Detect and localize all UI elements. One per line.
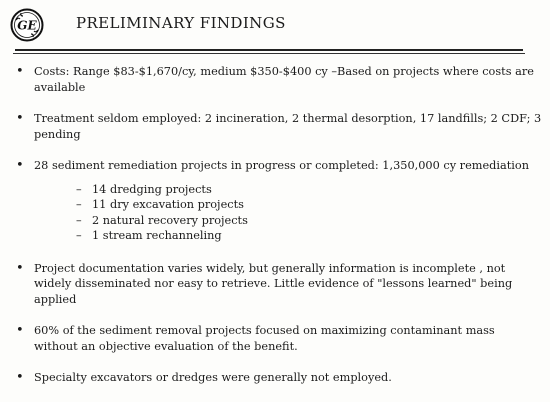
ge-logo-icon xyxy=(10,8,44,42)
list-item xyxy=(16,323,542,354)
bullet-icon: • xyxy=(16,158,24,173)
bullet-icon: • xyxy=(16,111,24,126)
list-item xyxy=(16,111,542,142)
finding-documentation: Project documentation varies widely, but generally information is incomplete , not widely disseminated nor easy to retrieve. Little evidence of "lessons learned" being applied xyxy=(34,261,513,306)
finding-treatment: Treatment seldom employed: 2 incineration, 2 thermal desorption, 17 landfills; 2 CDF; 3 pending xyxy=(34,112,542,141)
list-item xyxy=(16,261,542,308)
list-item xyxy=(16,64,542,95)
sub-item: – 11 dry excavation projects xyxy=(76,197,542,213)
bullet-icon: • xyxy=(16,323,24,338)
finding-specialty-equipment: Specialty excavators or dredges were generally not employed. xyxy=(34,371,392,384)
list-item xyxy=(16,158,542,174)
sub-item: – 1 stream rechanneling xyxy=(76,228,542,244)
finding-costs: Costs: Range $83-$1,670/cy, medium $350-$400 cy –Based on projects where costs are available xyxy=(34,65,534,94)
title-divider xyxy=(15,49,523,51)
bullet-icon: • xyxy=(16,260,24,276)
findings-list xyxy=(16,64,542,402)
list-item xyxy=(16,370,542,386)
title-divider-thin xyxy=(13,53,525,54)
finding-projects: 28 sediment remediation projects in progress or completed: 1,350,000 cy remediation xyxy=(34,159,529,172)
bullet-icon: • xyxy=(16,370,24,385)
page-title: PRELIMINARY FINDINGS xyxy=(76,14,286,32)
finding-removal-focus: 60% of the sediment removal projects focused on maximizing contaminant mass without an objective evaluation of the benefit. xyxy=(34,324,495,353)
sub-item: – 14 dredging projects xyxy=(76,182,542,198)
bullet-icon: • xyxy=(16,64,24,79)
ge-logo-monogram: GE xyxy=(17,18,37,33)
project-breakdown xyxy=(76,182,542,244)
sub-item: – 2 natural recovery projects xyxy=(76,213,542,229)
